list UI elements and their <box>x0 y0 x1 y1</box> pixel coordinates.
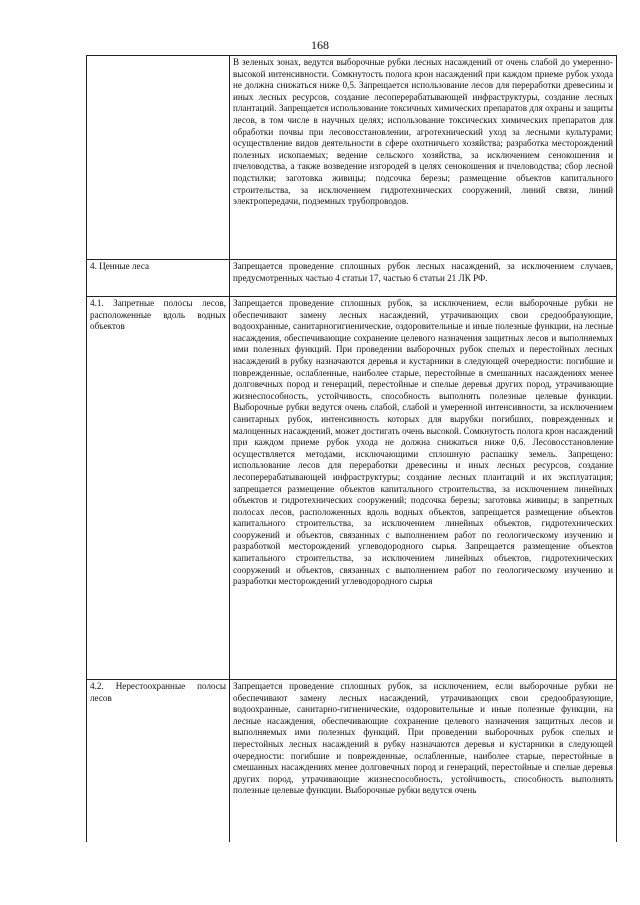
row-label: 4.2. Нерестоохранные полосы лесов <box>87 680 230 843</box>
row-text: Запрещается проведение сплошных рубок, за исключением, если выборочные рубки не обеспечивают замену лесных насаждений, утрачивающих свои средообразующие, водоохранные, санитарно-гигиенические, оздоровительные и иные полезные функции, на лесные насаждения, обеспечивающие сохранение целевого назначения защитных лесов и выполняемых ими полезных функций. При проведении выборочных рубок спелых и перестойных лесных насаждений в рубку назначаются деревья и кустарники в следующей очередности: погибшие и поврежденные, ослабленные, наиболее старые, перестойные в смешанных насаждениях менее долговечных пород и генераций, перестойные и спелые деревья других пород, утрачивающие жизнеспособность, устойчивость, способность выполнять полезные целевые функции. Выборочные рубки ведутся очень <box>230 680 617 843</box>
table-row <box>87 260 617 297</box>
row-text: Запрещается проведение сплошных рубок, за исключением, если выборочные рубки не обеспечивают замену лесных насаждений, утрачивающих свои средообразующие, водоохранные, санитарногигиенические, оздоровительные и иные полезные функции, на лесные насаждения, обеспечивающие сохранение целевого назначения защитных лесов и выполняемых ими полезных функций. При проведении выборочных рубок спелых и перестойных лесных насаждений в рубку назначаются деревья и кустарники в следующей очередности: погибшие и поврежденные, ослабленные, наиболее старые, перестойные в смешанных насаждениях менее долговечных пород и генераций, перестойные и спелые деревья других пород, утрачивающие жизнеспособность, устойчивость, способность выполнять полезные целевые функции. Выборочные рубки ведутся очень слабой, слабой и умеренной интенсивности, за исключением санитарных рубок, интенсивность которых для вырубки погибших, поврежденных и малоценных насаждений, может достигать очень высокой. Сомкнутость полога крон насаждений при каждом приеме рубок ухода не должна снижаться ниже 0,6. Лесовосстановление осуществляется методами, исключающими сплошную распашку земель. Запрещено: использование лесов для переработки древесины и иных лесных ресурсов, создание лесоперерабатывающей инфраструктуры; создание лесных плантаций и их эксплуатация; запрещается размещение объектов капитального строительства, за исключением линейных объектов и гидротехнических сооружений; подсочка березы; заготовка живицы; в запретных полосах лесов, расположенных вдоль водных объектов, запрещается размещение объектов капитального строительства, за исключением линейных объектов, гидротехнических сооружений и объектов, связанных с выполнением работ по геологическому изучению и разработкой месторождений углеводородного сырья. Запрещается размещение объектов капитального строительства, за исключением линейных объектов, гидротехнических сооружений и объектов, связанных с выполнением работ по геологическому изучению и разработки месторождений углеводородного сырья <box>230 297 617 680</box>
table-row <box>87 297 617 680</box>
table-row <box>87 56 617 260</box>
row-label <box>87 56 230 260</box>
row-label: 4.1. Запретные полосы лесов, расположенные вдоль водных объектов <box>87 297 230 680</box>
row-text: Запрещается проведение сплошных рубок лесных насаждений, за исключением случаев, предусмотренных частью 4 статьи 17, частью 6 статьи 21 ЛК РФ. <box>230 260 617 297</box>
row-text: В зеленых зонах, ведутся выборочные рубки лесных насаждений от очень слабой до умеренно-высокой интенсивности. Сомкнутость полога крон насаждений при каждом приеме рубок ухода не должна снижаться ниже 0,5. Запрещается использование лесов для переработки древесины и иных лесных ресурсов, создание лесоперерабатывающей инфраструктуры, создание лесных плантаций. Запрещается использование токсичных химических препаратов для охраны и защиты лесов, в том числе в научных целях; использование токсических химических препаратов для обработки почвы при лесовосстановлении, агротехнический уход за лесными культурами; осуществление видов деятельности в сфере охотничьего хозяйства; разработка месторождений полезных ископаемых; ведение сельского хозяйства, за исключением сенокошения и пчеловодства, а также возведение изгородей в целях сенокошения и пчеловодства; сбор лесной подстилки; заготовка живицы; подсочка березы; размещение объектов капитального строительства, за исключением гидротехнических сооружений, линий связи, линий электропередачи, подземных трубопроводов. <box>230 56 617 260</box>
row-label: 4. Ценные леса <box>87 260 230 297</box>
regulations-table <box>86 55 617 842</box>
page-number: 168 <box>311 38 329 52</box>
table-row <box>87 680 617 843</box>
